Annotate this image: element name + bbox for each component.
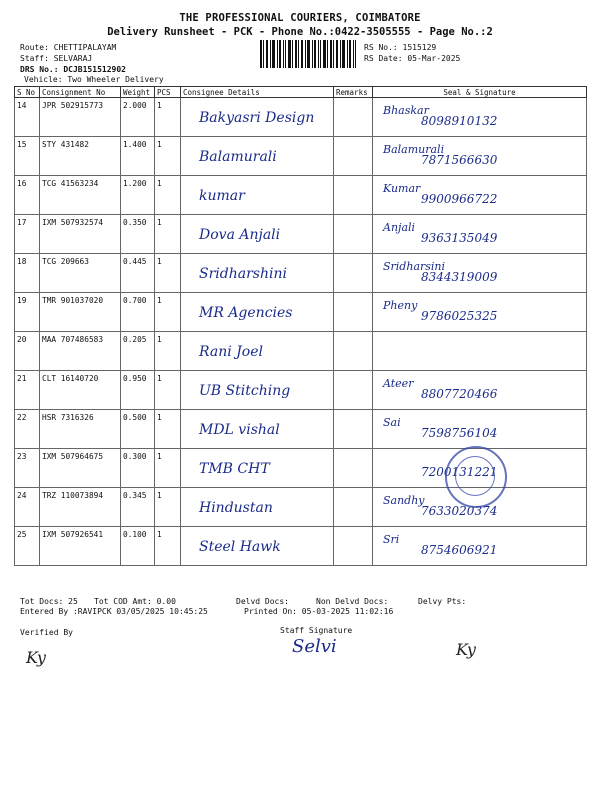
- right-signature: Ky: [456, 640, 476, 659]
- signature-cell: [373, 254, 587, 293]
- consignment-number: HSR 7316326: [40, 410, 121, 449]
- drs-number: DRS No.: DCJB151512902: [20, 65, 126, 74]
- col-header-weight: Weight: [121, 87, 155, 98]
- staff-handwritten-signature: Selvi: [292, 636, 337, 657]
- serial-number: 24: [15, 488, 40, 527]
- table-row: [15, 215, 587, 254]
- serial-number: 23: [15, 449, 40, 488]
- serial-number: 18: [15, 254, 40, 293]
- receiver-phone: 9363135049: [421, 231, 498, 245]
- remarks-cell: [334, 449, 373, 488]
- total-cod-amount: Tot COD Amt: 0.00: [94, 597, 176, 606]
- table-row: [15, 527, 587, 566]
- total-docs: Tot Docs: 25: [20, 597, 78, 606]
- consignee-cell: [181, 293, 334, 332]
- table-row: [15, 176, 587, 215]
- receiver-signature: Bhaskar: [383, 104, 429, 117]
- table-row: [15, 137, 587, 176]
- serial-number: 14: [15, 98, 40, 137]
- consignee-cell: [181, 254, 334, 293]
- staff-signature-label: Staff Signature: [280, 626, 353, 635]
- receiver-signature: Sri: [383, 533, 400, 546]
- table-row: [15, 98, 587, 137]
- consignment-number: JPR 502915773: [40, 98, 121, 137]
- staff-text: Staff: SELVARAJ: [20, 54, 93, 63]
- receiver-signature: Anjali: [383, 221, 416, 234]
- signature-cell: [373, 332, 587, 371]
- weight-value: 0.345: [121, 488, 155, 527]
- pieces-count: 1: [155, 137, 181, 176]
- company-title: THE PROFESSIONAL COURIERS, COIMBATORE: [179, 12, 421, 24]
- remarks-cell: [334, 254, 373, 293]
- serial-number: 19: [15, 293, 40, 332]
- receiver-phone: 7871566630: [421, 153, 498, 167]
- barcode-icon: [260, 40, 356, 68]
- remarks-cell: [334, 293, 373, 332]
- signature-cell: [373, 371, 587, 410]
- entered-by: Entered By :RAVIPCK 03/05/2025 10:45:25: [20, 607, 208, 616]
- pieces-count: 1: [155, 254, 181, 293]
- remarks-cell: [334, 176, 373, 215]
- consignment-number: IXM 507964675: [40, 449, 121, 488]
- delivered-docs: Delvd Docs:: [236, 597, 289, 606]
- vehicle-text: Vehicle: Two Wheeler Delivery: [24, 75, 164, 84]
- weight-value: 0.100: [121, 527, 155, 566]
- receiver-phone: 9786025325: [421, 309, 498, 323]
- weight-value: 0.700: [121, 293, 155, 332]
- table-row: [15, 293, 587, 332]
- receiver-phone: 8344319009: [421, 270, 498, 284]
- weight-value: 0.350: [121, 215, 155, 254]
- receiver-phone: 8807720466: [421, 387, 498, 401]
- col-header-sno: S No: [15, 87, 40, 98]
- weight-value: 1.200: [121, 176, 155, 215]
- signature-cell: [373, 215, 587, 254]
- consignee-name: Steel Hawk: [199, 539, 281, 555]
- receiver-phone: 7200131221: [421, 465, 498, 479]
- consignment-number: TCG 41563234: [40, 176, 121, 215]
- remarks-cell: [334, 215, 373, 254]
- serial-number: 17: [15, 215, 40, 254]
- signature-cell: [373, 527, 587, 566]
- weight-value: 0.500: [121, 410, 155, 449]
- rs-date: RS Date: 05-Mar-2025: [364, 54, 461, 63]
- consignee-cell: [181, 527, 334, 566]
- receiver-phone: 7633020374: [421, 504, 498, 518]
- remarks-cell: [334, 488, 373, 527]
- table-row: [15, 410, 587, 449]
- route-text: Route: CHETTIPALAYAM: [20, 43, 117, 52]
- pieces-count: 1: [155, 488, 181, 527]
- remarks-cell: [334, 332, 373, 371]
- pieces-count: 1: [155, 176, 181, 215]
- consignment-number: TMR 901037020: [40, 293, 121, 332]
- consignee-name: MDL vishal: [199, 422, 280, 438]
- signature-cell: [373, 410, 587, 449]
- weight-value: 1.400: [121, 137, 155, 176]
- receiver-phone: 8754606921: [421, 543, 498, 557]
- consignee-name: MR Agencies: [199, 305, 293, 321]
- consignment-number: CLT 16140720: [40, 371, 121, 410]
- non-delivered-docs: Non Delvd Docs:: [316, 597, 389, 606]
- consignee-name: TMB CHT: [199, 461, 270, 477]
- remarks-cell: [334, 98, 373, 137]
- signature-cell: [373, 293, 587, 332]
- receiver-signature: Balamurali: [383, 143, 445, 156]
- signature-cell: [373, 98, 587, 137]
- serial-number: 20: [15, 332, 40, 371]
- consignee-name: UB Stitching: [199, 383, 291, 399]
- weight-value: 0.445: [121, 254, 155, 293]
- table-row: [15, 254, 587, 293]
- pieces-count: 1: [155, 98, 181, 137]
- receiver-signature: Kumar: [383, 182, 421, 195]
- receiver-signature: Sai: [383, 416, 401, 429]
- col-header-pcs: PCS: [155, 87, 181, 98]
- serial-number: 15: [15, 137, 40, 176]
- consignment-number: IXM 507932574: [40, 215, 121, 254]
- consignee-cell: [181, 215, 334, 254]
- runsheet-subtitle: Delivery Runsheet - PCK - Phone No.:0422-3505555 - Page No.:2: [107, 26, 493, 38]
- pieces-count: 1: [155, 371, 181, 410]
- col-header-signature: Seal & Signature: [373, 87, 587, 98]
- signature-cell: [373, 176, 587, 215]
- pieces-count: 1: [155, 215, 181, 254]
- consignment-number: MAA 707486583: [40, 332, 121, 371]
- serial-number: 16: [15, 176, 40, 215]
- consignee-cell: [181, 137, 334, 176]
- consignment-number: IXM 507926541: [40, 527, 121, 566]
- consignee-name: Dova Anjali: [199, 227, 281, 243]
- col-header-remarks: Remarks: [334, 87, 373, 98]
- remarks-cell: [334, 371, 373, 410]
- receiver-signature: Ateer: [383, 377, 414, 390]
- table-row: [15, 332, 587, 371]
- table-header-row: [15, 87, 587, 98]
- receiver-signature: Sandhy: [383, 494, 425, 507]
- delivery-seal-stamp: [445, 446, 507, 508]
- consignee-cell: [181, 449, 334, 488]
- pieces-count: 1: [155, 527, 181, 566]
- serial-number: 25: [15, 527, 40, 566]
- signature-cell: [373, 137, 587, 176]
- consignee-cell: [181, 488, 334, 527]
- consignee-cell: [181, 332, 334, 371]
- table-row: [15, 371, 587, 410]
- consignment-number: TRZ 110073894: [40, 488, 121, 527]
- pieces-count: 1: [155, 332, 181, 371]
- verified-signature: Ky: [26, 648, 46, 667]
- consignment-number: STY 431482: [40, 137, 121, 176]
- consignee-name: kumar: [199, 188, 245, 204]
- remarks-cell: [334, 527, 373, 566]
- remarks-cell: [334, 137, 373, 176]
- serial-number: 22: [15, 410, 40, 449]
- pieces-count: 1: [155, 410, 181, 449]
- verified-by-label: Verified By: [20, 628, 73, 637]
- consignment-number: TCG 209663: [40, 254, 121, 293]
- receiver-signature: Sridharsini: [383, 260, 446, 273]
- pieces-count: 1: [155, 449, 181, 488]
- weight-value: 2.000: [121, 98, 155, 137]
- printed-on: Printed On: 05-03-2025 11:02:16: [244, 607, 394, 616]
- receiver-signature: Pheny: [383, 299, 418, 312]
- rs-number: RS No.: 1515129: [364, 43, 437, 52]
- consignee-name: Rani Joel: [199, 344, 263, 360]
- serial-number: 21: [15, 371, 40, 410]
- remarks-cell: [334, 410, 373, 449]
- receiver-phone: 9900966722: [421, 192, 498, 206]
- receiver-phone: 8098910132: [421, 114, 498, 128]
- col-header-consignee: Consignee Details: [181, 87, 334, 98]
- col-header-consignment: Consignment No: [40, 87, 121, 98]
- delivery-points: Delvy Pts:: [418, 597, 467, 606]
- consignee-name: Hindustan: [199, 500, 273, 516]
- pieces-count: 1: [155, 293, 181, 332]
- consignee-name: Bakyasri Design: [199, 110, 315, 126]
- receiver-phone: 7598756104: [421, 426, 498, 440]
- consignee-name: Balamurali: [199, 149, 277, 165]
- consignee-name: Sridharshini: [199, 266, 287, 282]
- weight-value: 0.950: [121, 371, 155, 410]
- consignee-cell: [181, 98, 334, 137]
- weight-value: 0.300: [121, 449, 155, 488]
- consignee-cell: [181, 371, 334, 410]
- consignee-cell: [181, 176, 334, 215]
- consignee-cell: [181, 410, 334, 449]
- weight-value: 0.205: [121, 332, 155, 371]
